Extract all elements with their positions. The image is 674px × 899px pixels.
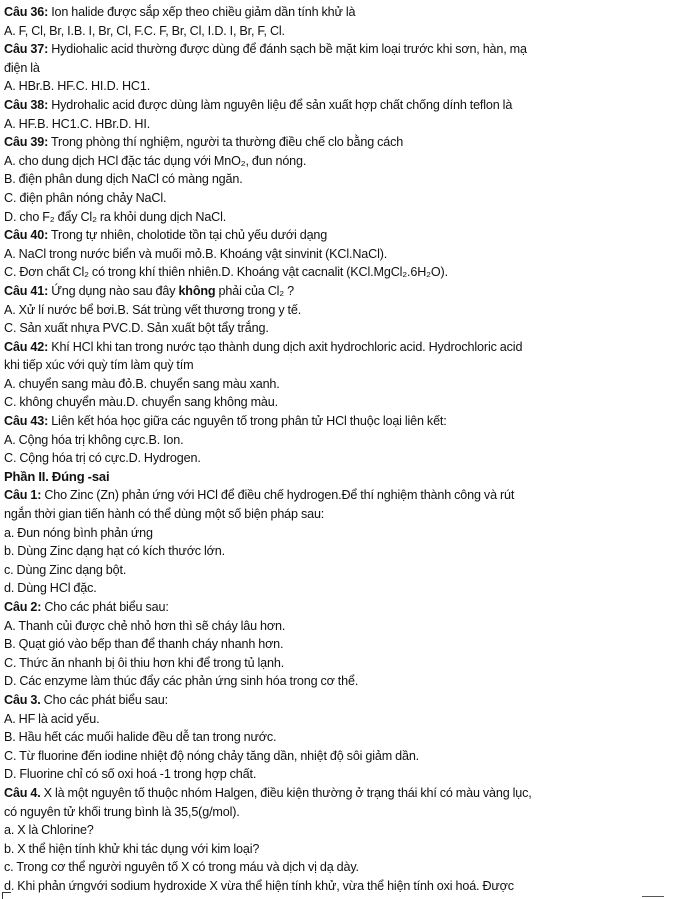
text-line (4, 115, 670, 134)
line-text: d. Dùng HCl đặc. (4, 581, 97, 596)
question-line (4, 338, 670, 357)
line-text: điện là (4, 60, 40, 75)
text-line (4, 505, 670, 524)
line-text: C. Cộng hóa trị có cực.D. Hydrogen. (4, 451, 201, 466)
page-footer-line (642, 896, 664, 897)
text-line (4, 301, 670, 320)
text-line (4, 59, 670, 78)
emphasis-text: không (178, 283, 216, 298)
line-text: D. Các enzyme làm thúc đẩy các phản ứng sinh hóa trong cơ thể. (4, 674, 359, 689)
line-text: C. Sản xuất nhựa PVC.D. Sản xuất bột tẩy trắng. (4, 321, 269, 336)
question-line (4, 40, 670, 59)
line-text: c. Trong cơ thể người nguyên tố X có trong máu và dịch vị dạ dày. (4, 860, 359, 875)
line-text: A. HBr.B. HF.C. HI.D. HC1. (4, 79, 151, 94)
text-line (4, 728, 670, 747)
line-text: B. Hầu hết các muối halide đều dễ tan trong nước. (4, 730, 277, 745)
line-text: Ion halide được sắp xếp theo chiều giảm dần tính khử là (48, 5, 356, 19)
page-corner-mark (2, 892, 11, 899)
line-text: B. Quạt gió vào bếp than để thanh cháy nhanh hơn. (4, 637, 284, 652)
line-text: A. Cộng hóa trị không cực.B. Ion. (4, 432, 184, 447)
question-number: Câu 3. (4, 692, 41, 707)
line-text: Liên kết hóa học giữa các nguyên tố trong phân tử HCl thuộc loại liên kết: (48, 414, 447, 429)
text-line (4, 858, 670, 877)
document-page (4, 3, 670, 896)
line-text: có nguyên tử khối trung bình là 35,5(g/mol). (4, 804, 240, 819)
text-line (4, 77, 670, 96)
text-line (4, 542, 670, 561)
line-text: C. không chuyển màu.D. chuyển sang không màu. (4, 395, 278, 410)
text-line (4, 710, 670, 729)
text-line (4, 561, 670, 580)
question-line (4, 691, 670, 710)
text-line (4, 152, 670, 171)
line-text: b. Dùng Zinc dạng hạt có kích thước lớn. (4, 544, 225, 559)
question-number: Câu 37: (4, 42, 49, 57)
text-line (4, 449, 670, 468)
line-text: B. điện phân dung dịch NaCl có màng ngăn. (4, 172, 243, 187)
line-text: a. X là Chlorine? (4, 823, 94, 838)
text-line (4, 393, 670, 412)
text-line (4, 189, 670, 208)
question-line (4, 486, 670, 505)
line-text: d. Khi phản ứngvới sodium hydroxide X vừa thể hiện tính khử, vừa thể hiện tính oxi hoá. Được (4, 878, 514, 893)
text-line (4, 579, 670, 598)
question-number: Câu 2: (4, 600, 42, 614)
line-text: D. Fluorine chỉ có số oxi hoá -1 trong hợp chất. (4, 767, 257, 782)
line-text: Hydrohalic acid được dùng làm nguyên liệu để sản xuất hợp chất chống dính teflon là (48, 97, 513, 112)
question-number: Câu 1: (4, 488, 42, 503)
line-text: Hydiohalic acid thường được dùng để đánh sạch bề mặt kim loại trước khi sơn, hàn, mạ (48, 42, 527, 57)
text-line (4, 654, 670, 673)
question-number: Câu 41: (4, 283, 49, 298)
text-line (4, 170, 670, 189)
line-text: C. điện phân nóng chảy NaCl. (4, 190, 167, 205)
line-text-tail: phải của Cl₂ ? (215, 283, 294, 298)
line-text: D. cho F₂ đẩy Cl₂ ra khỏi dung dịch NaCl. (4, 209, 227, 224)
line-text: a. Đun nóng bình phản ứng (4, 525, 153, 540)
text-line (4, 877, 670, 896)
text-line (4, 524, 670, 543)
question-line (4, 133, 670, 152)
text-line (4, 803, 670, 822)
line-text: A. HF.B. HC1.C. HBr.D. HI. (4, 116, 151, 131)
question-line (4, 226, 670, 245)
text-line (4, 821, 670, 840)
section-heading (4, 468, 670, 487)
line-text: ngắn thời gian tiến hành có thể dùng một số biện pháp sau: (4, 507, 325, 522)
line-text: khi tiếp xúc với quỳ tím làm quỳ tím (4, 358, 194, 373)
line-text: C. Từ fluorine đến iodine nhiệt độ nóng chảy tăng dần, nhiệt độ sôi giảm dần. (4, 748, 420, 763)
line-text: A. Xử lí nước bể bơi.B. Sát trùng vết thương trong y tế. (4, 302, 302, 317)
question-line (4, 3, 670, 22)
question-number: Câu 4. (4, 785, 41, 800)
line-text: X là một nguyên tố thuộc nhóm Halgen, điều kiện thường ở trạng thái khí có màu vàng lục, (40, 785, 532, 800)
line-text: A. F, Cl, Br, I.B. I, Br, Cl, F.C. F, Br, Cl, I.D. I, Br, F, Cl. (4, 23, 285, 38)
question-line (4, 96, 670, 115)
text-line (4, 375, 670, 394)
text-line (4, 840, 670, 859)
line-text: C. Đơn chất Cl₂ có trong khí thiên nhiên.D. Khoáng vật cacnalit (KCl.MgCl₂.6H₂O). (4, 265, 448, 280)
section-title: Phần II. Đúng -sai (4, 468, 110, 484)
text-line (4, 431, 670, 450)
question-number: Câu 43: (4, 414, 49, 429)
line-text: A. chuyển sang màu đỏ.B. chuyển sang màu xanh. (4, 376, 280, 391)
line-text: Cho Zinc (Zn) phản ứng với HCl để điều chế hydrogen.Để thí nghiệm thành công và rút (41, 488, 515, 503)
question-number: Câu 39: (4, 135, 49, 150)
line-text: Cho các phát biểu sau: (41, 600, 169, 614)
line-text: Khí HCl khi tan trong nước tạo thành dung dịch axit hydrochloric acid. Hydrochloric acid (48, 339, 523, 354)
line-text: Cho các phát biểu sau: (40, 692, 168, 707)
text-line (4, 672, 670, 691)
text-line (4, 747, 670, 766)
text-line (4, 22, 670, 41)
line-text: c. Dùng Zinc dạng bột. (4, 562, 127, 577)
question-line (4, 282, 670, 301)
line-text: A. HF là acid yếu. (4, 711, 100, 726)
question-number: Câu 38: (4, 97, 49, 112)
line-text: A. cho dung dịch HCl đặc tác dụng với MnO₂, đun nóng. (4, 153, 307, 168)
text-line (4, 617, 670, 636)
text-line (4, 263, 670, 282)
text-line (4, 356, 670, 375)
question-line (4, 412, 670, 431)
question-number: Câu 36: (4, 5, 49, 19)
line-text: b. X thể hiện tính khử khi tác dụng với kim loại? (4, 841, 260, 856)
line-text: A. NaCl trong nước biển và muối mỏ.B. Khoáng vật sinvinit (KCl.NaCl). (4, 246, 388, 261)
line-text: Ứng dụng nào sau đây (48, 283, 179, 298)
question-number: Câu 40: (4, 228, 49, 243)
text-line (4, 245, 670, 264)
question-line (4, 598, 670, 617)
question-line (4, 784, 670, 803)
text-line (4, 208, 670, 227)
line-text: C. Thức ăn nhanh bị ôi thiu hơn khi để trong tủ lạnh. (4, 655, 285, 670)
line-text: A. Thanh củi được chẻ nhỏ hơn thì sẽ cháy lâu hơn. (4, 618, 286, 633)
line-text: Trong tự nhiên, cholotide tồn tại chủ yếu dưới dạng (48, 228, 328, 243)
line-text: Trong phòng thí nghiệm, người ta thường điều chế clo bằng cách (48, 135, 404, 150)
question-number: Câu 42: (4, 339, 49, 354)
text-line (4, 319, 670, 338)
text-line (4, 635, 670, 654)
text-line (4, 765, 670, 784)
